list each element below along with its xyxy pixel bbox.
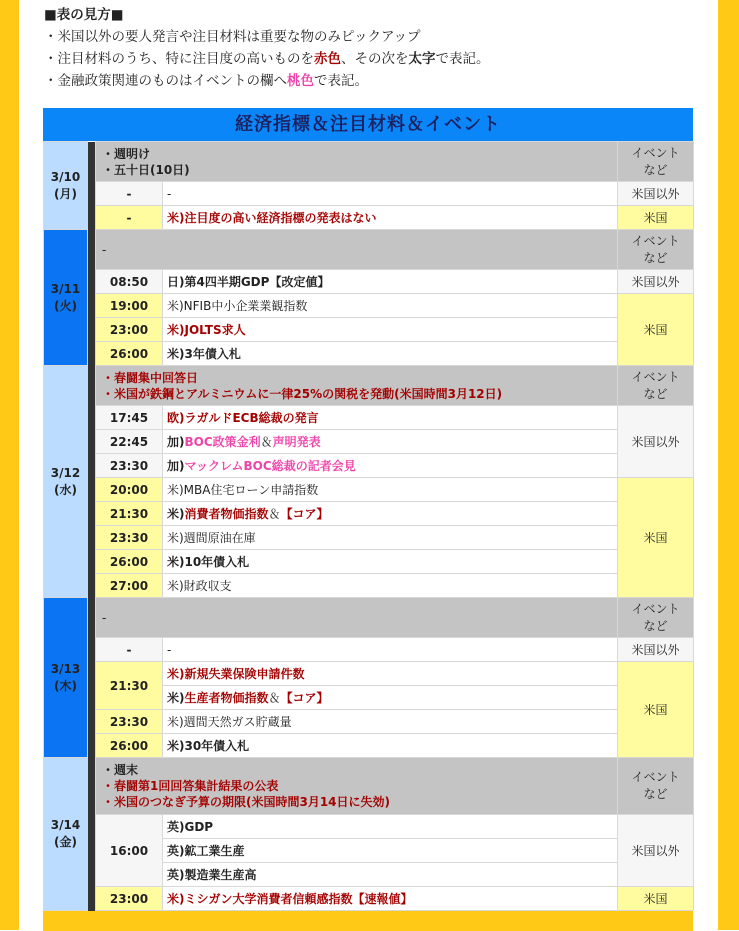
- time-cell: -: [96, 182, 163, 206]
- event-item: ・週明け: [102, 146, 151, 161]
- indicator-cell: 米)週間天然ガス貯蔵量: [163, 710, 618, 734]
- indicator-cell: 英)GDP: [163, 815, 618, 839]
- table-title: 経済指標＆注目材料＆イベント: [43, 108, 693, 141]
- indicator-cell: 英)鉱工業生産: [163, 839, 618, 863]
- event-item: ・五十日(10日): [102, 162, 190, 177]
- day-bar: [88, 758, 96, 911]
- legend-text: ・注目材料のうち、特に注目度の高いものを: [44, 51, 314, 67]
- table-footer-bar: [43, 911, 693, 931]
- legend: [44, 4, 704, 92]
- legend-text: で表記。: [435, 51, 490, 67]
- region-cell: 米国: [618, 206, 694, 230]
- country-prefix: 加): [167, 435, 185, 449]
- weekday-label: (月): [54, 186, 77, 201]
- region-cell: 米国以外: [618, 182, 694, 206]
- event-label-line: イベント: [631, 233, 680, 248]
- region-cell: 米国: [618, 478, 694, 598]
- time-cell: 19:00: [96, 294, 163, 318]
- time-cell: 21:30: [96, 662, 163, 710]
- legend-pink-word: 桃色: [287, 73, 314, 89]
- event-label: [618, 366, 694, 406]
- right-yellow-border: [718, 0, 739, 930]
- event-item: ・米国が鉄鋼とアルミニウムに一律25%の関税を発動(米国時間3月12日): [102, 386, 503, 401]
- indicator-cell: 米)週間原油在庫: [163, 526, 618, 550]
- event-label-line: など: [643, 787, 668, 801]
- region-cell: 米国以外: [618, 406, 694, 478]
- time-cell: 20:00: [96, 478, 163, 502]
- weekday-label: (火): [54, 298, 77, 313]
- time-cell: 17:45: [96, 406, 163, 430]
- left-yellow-border: [0, 0, 19, 930]
- indicator-cell: 米)ミシガン大学消費者信頼感指数【速報値】: [163, 887, 618, 911]
- time-cell: 23:30: [96, 710, 163, 734]
- date-cell-wed: [44, 366, 88, 598]
- event-label-line: イベント: [631, 145, 680, 160]
- region-cell: 米国: [618, 294, 694, 366]
- indicator-cell: [163, 454, 618, 478]
- indicator-cell: 米)3年債入札: [163, 342, 618, 366]
- date-label: 3/11: [50, 281, 81, 296]
- date-label: 3/13: [50, 661, 81, 676]
- weekday-label: (水): [54, 482, 77, 497]
- time-cell: 27:00: [96, 574, 163, 598]
- event-item: ・週末: [102, 763, 139, 777]
- region-cell: 米国: [618, 887, 694, 911]
- day-bar: [88, 366, 96, 598]
- indicator-cell: 米)NFIB中小企業業観指数: [163, 294, 618, 318]
- region-cell: 米国以外: [618, 270, 694, 294]
- indicator-cell: 米)注目度の高い経済指標の発表はない: [163, 206, 618, 230]
- indicator-cell: 米)JOLTS求人: [163, 318, 618, 342]
- region-cell: 米国以外: [618, 638, 694, 662]
- indicator-cell: 米)MBA住宅ローン申請指数: [163, 478, 618, 502]
- indicator-name: マックレムBOC総裁の記者会見: [184, 459, 356, 473]
- indicator-cell: 米)財政収支: [163, 574, 618, 598]
- time-cell: 23:00: [96, 887, 163, 911]
- event-cell-thu: -: [96, 598, 618, 638]
- indicator-cell: 欧)ラガルドECB総裁の発言: [163, 406, 618, 430]
- time-cell: 23:30: [96, 526, 163, 550]
- time-cell: 26:00: [96, 342, 163, 366]
- time-cell: 26:00: [96, 734, 163, 758]
- weekday-label: (金): [54, 835, 77, 849]
- time-cell: 22:45: [96, 430, 163, 454]
- indicator-name: 【コア】: [280, 691, 329, 705]
- legend-text: 、その次を: [341, 51, 409, 67]
- indicator-cell: 米)30年債入札: [163, 734, 618, 758]
- joiner: ＆: [260, 435, 273, 449]
- legend-line-3: [44, 70, 704, 92]
- indicator-name: BOC政策金利: [184, 435, 261, 449]
- indicator-name: 【コア】: [280, 507, 329, 521]
- time-cell: 21:30: [96, 502, 163, 526]
- region-cell: 米国: [618, 662, 694, 758]
- indicator-name: 声明発表: [272, 435, 321, 449]
- indicator-cell: 米)10年債入札: [163, 550, 618, 574]
- event-label: [618, 142, 694, 182]
- event-item: ・米国のつなぎ予算の期限(米国時間3月14日に失効): [102, 795, 391, 809]
- indicator-cell: 日)第4四半期GDP【改定値】: [163, 270, 618, 294]
- date-label: 3/10: [50, 169, 81, 184]
- indicator-cell: [163, 686, 618, 710]
- day-bar: [88, 598, 96, 758]
- event-label-line: イベント: [631, 369, 680, 384]
- event-label-line: など: [643, 162, 668, 177]
- day-bar: [88, 230, 96, 366]
- legend-text: ・金融政策関連のものはイベントの欄へ: [44, 73, 287, 89]
- event-label-line: など: [643, 618, 668, 633]
- event-label: [618, 758, 694, 815]
- event-cell-wed: [96, 366, 618, 406]
- joiner: ＆: [268, 507, 281, 521]
- joiner: ＆: [268, 691, 281, 705]
- time-cell: 23:30: [96, 454, 163, 478]
- event-item: ・春闘第1回回答集計結果の公表: [102, 779, 279, 793]
- legend-heading: ■表の見方■: [44, 7, 124, 23]
- event-item: ・春闘集中回答日: [102, 370, 199, 385]
- event-cell-tue: -: [96, 230, 618, 270]
- indicator-cell: 米)新規失業保険申請件数: [163, 662, 618, 686]
- country-prefix: 米): [167, 507, 185, 521]
- event-label-line: イベント: [631, 601, 680, 616]
- time-cell: 08:50: [96, 270, 163, 294]
- time-cell: -: [96, 638, 163, 662]
- legend-bold-word: 太字: [408, 51, 436, 67]
- event-label-line: など: [643, 250, 668, 265]
- legend-red-word: 赤色: [314, 51, 341, 67]
- time-cell: 16:00: [96, 815, 163, 887]
- day-bar: [88, 142, 96, 230]
- legend-text: で表記。: [314, 73, 368, 89]
- time-cell: 26:00: [96, 550, 163, 574]
- date-cell-mon: [44, 142, 88, 230]
- time-cell: -: [96, 206, 163, 230]
- indicator-name: 生産者物価指数: [184, 691, 269, 705]
- date-cell-thu: [44, 598, 88, 758]
- event-label: [618, 598, 694, 638]
- date-cell-fri: [44, 758, 88, 911]
- legend-line-2: [44, 48, 704, 70]
- calendar-table: [43, 108, 693, 931]
- indicator-cell: -: [163, 182, 618, 206]
- indicator-cell: [163, 430, 618, 454]
- weekday-label: (木): [54, 678, 77, 693]
- date-cell-tue: [44, 230, 88, 366]
- event-cell-fri: [96, 758, 618, 815]
- event-cell-mon: [96, 142, 618, 182]
- indicator-cell: -: [163, 638, 618, 662]
- indicator-cell: [163, 502, 618, 526]
- date-label: 3/14: [50, 818, 81, 832]
- country-prefix: 米): [167, 691, 185, 705]
- country-prefix: 加): [167, 459, 185, 473]
- event-label: [618, 230, 694, 270]
- event-label-line: イベント: [631, 770, 680, 784]
- date-label: 3/12: [50, 465, 81, 480]
- indicator-name: 消費者物価指数: [184, 507, 269, 521]
- indicator-cell: 英)製造業生産高: [163, 863, 618, 887]
- region-cell: 米国以外: [618, 815, 694, 887]
- event-label-line: など: [643, 386, 668, 401]
- time-cell: 23:00: [96, 318, 163, 342]
- legend-line-1: ・米国以外の要人発言や注目材料は重要な物のみピックアップ: [44, 29, 421, 45]
